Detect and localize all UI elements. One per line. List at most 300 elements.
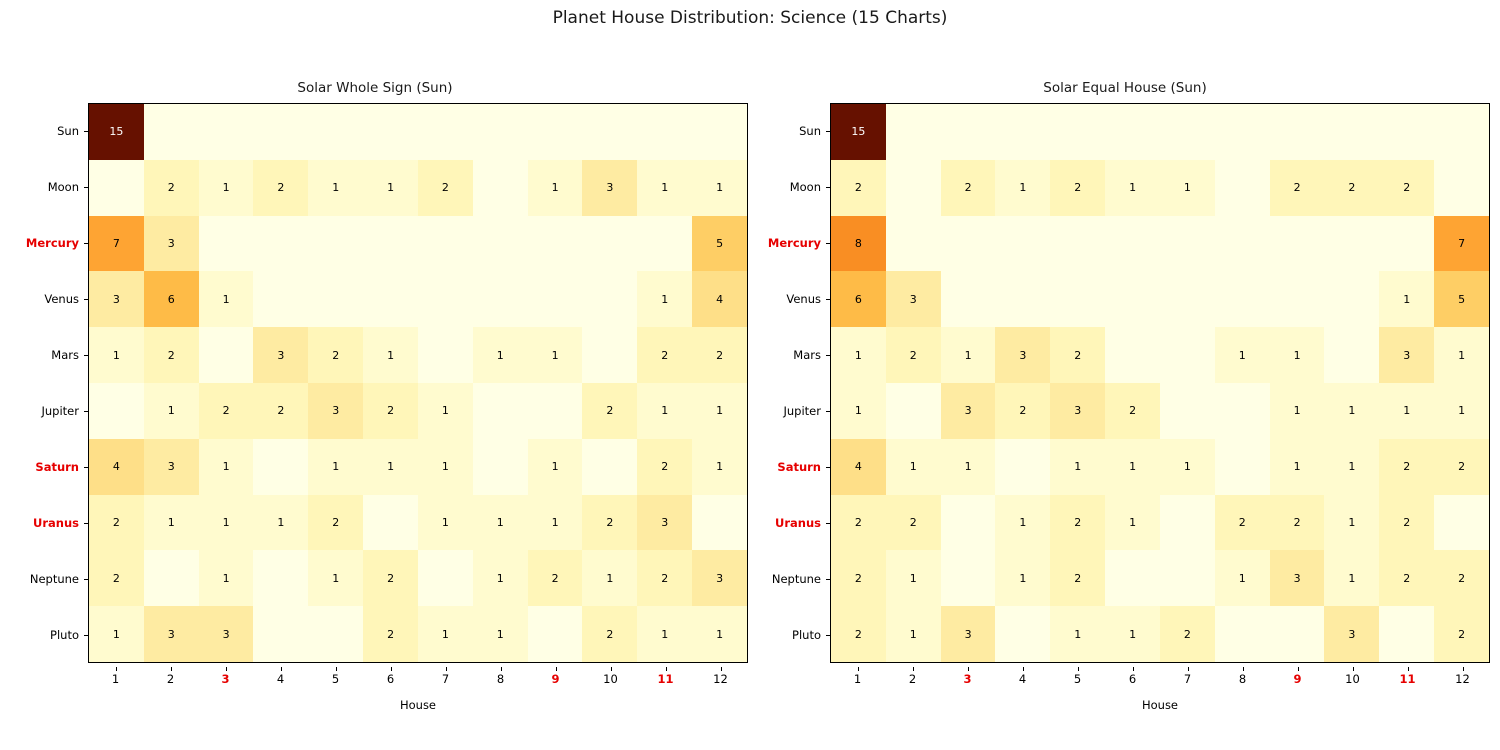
heatmap-cell xyxy=(582,104,637,160)
heatmap-cell-value: 2 xyxy=(909,348,917,362)
y-axis-label: Mercury xyxy=(750,215,830,271)
heatmap-cell-value: 2 xyxy=(1458,460,1466,474)
x-axis-label: 10 xyxy=(583,672,638,686)
heatmap-cell-value: 1 xyxy=(909,627,917,641)
heatmap-cell-value: 2 xyxy=(1403,571,1411,585)
x-axis-tick xyxy=(1133,667,1134,671)
heatmap-cell xyxy=(199,550,254,606)
heatmap-cell xyxy=(1270,271,1325,327)
heatmap-cell xyxy=(363,104,418,160)
heatmap-cell-value: 3 xyxy=(332,404,340,418)
heatmap-cell xyxy=(637,495,692,551)
heatmap-cell-value: 1 xyxy=(909,571,917,585)
heatmap-cell xyxy=(1434,216,1489,272)
heatmap-cell xyxy=(1215,160,1270,216)
heatmap-cell-value: 3 xyxy=(1019,348,1027,362)
heatmap-cell xyxy=(144,606,199,662)
heatmap-cell xyxy=(1215,383,1270,439)
heatmap-cell-value: 1 xyxy=(1293,460,1301,474)
heatmap-cell-value: 1 xyxy=(551,181,559,195)
heatmap-cell xyxy=(1160,216,1215,272)
heatmap-cell-value: 1 xyxy=(1348,404,1356,418)
heatmap-cell xyxy=(89,383,144,439)
heatmap-cell xyxy=(1050,550,1105,606)
x-axis-labels xyxy=(830,672,1490,686)
x-axis-label: 8 xyxy=(1215,672,1270,686)
heatmap-grid xyxy=(89,104,747,662)
heatmap-cell xyxy=(1105,160,1160,216)
y-axis-labels xyxy=(750,103,830,663)
heatmap-cell-value: 1 xyxy=(441,404,449,418)
heatmap-cell xyxy=(253,327,308,383)
heatmap-cell-value: 3 xyxy=(1348,627,1356,641)
heatmap-cell xyxy=(941,327,996,383)
heatmap-cell-value: 2 xyxy=(1183,627,1191,641)
heatmap-cell xyxy=(582,495,637,551)
y-axis-labels xyxy=(0,103,88,663)
x-axis-label: 6 xyxy=(1105,672,1160,686)
heatmap-cell-value: 1 xyxy=(1019,181,1027,195)
heatmap-cell xyxy=(995,439,1050,495)
heatmap-cell-value: 1 xyxy=(1348,515,1356,529)
heatmap-cell xyxy=(831,495,886,551)
heatmap-cell xyxy=(831,383,886,439)
x-axis-tick xyxy=(116,667,117,671)
heatmap-cell xyxy=(528,327,583,383)
heatmap-cell xyxy=(1324,495,1379,551)
heatmap-cell xyxy=(1379,160,1434,216)
y-axis-label: Jupiter xyxy=(0,383,88,439)
heatmap-cell xyxy=(418,271,473,327)
heatmap-cell xyxy=(1160,160,1215,216)
heatmap-cell-value: 1 xyxy=(661,292,669,306)
heatmap-cell xyxy=(831,160,886,216)
heatmap-cell xyxy=(199,439,254,495)
heatmap-cell xyxy=(1324,606,1379,662)
heatmap-cell xyxy=(1270,160,1325,216)
heatmap-cell xyxy=(637,327,692,383)
heatmap-cell-value: 6 xyxy=(854,292,862,306)
heatmap-cell xyxy=(473,495,528,551)
heatmap-cell-value: 2 xyxy=(332,348,340,362)
heatmap-cell xyxy=(1160,104,1215,160)
heatmap-cell-value: 2 xyxy=(854,515,862,529)
heatmap-cell-value: 1 xyxy=(854,348,862,362)
x-axis-label: 3 xyxy=(940,672,995,686)
heatmap-cell xyxy=(1379,606,1434,662)
heatmap-cell xyxy=(1215,327,1270,383)
heatmap-cell-value: 1 xyxy=(222,292,230,306)
heatmap-cell xyxy=(253,606,308,662)
heatmap-cell xyxy=(831,606,886,662)
heatmap-cell xyxy=(89,439,144,495)
heatmap-cell xyxy=(1324,439,1379,495)
heatmap-cell-value: 2 xyxy=(854,571,862,585)
heatmap-cell-value: 5 xyxy=(716,236,724,250)
heatmap-cell-value: 1 xyxy=(441,515,449,529)
x-axis-label: 1 xyxy=(830,672,885,686)
heatmap-cell-value: 2 xyxy=(1293,515,1301,529)
heatmap-cell xyxy=(418,160,473,216)
heatmap-cell xyxy=(473,383,528,439)
heatmap-cell xyxy=(418,216,473,272)
heatmap-grid xyxy=(831,104,1489,662)
heatmap-cell-value: 1 xyxy=(387,348,395,362)
heatmap-cell-value: 2 xyxy=(1403,460,1411,474)
heatmap-cell xyxy=(1160,439,1215,495)
heatmap-cell xyxy=(1434,550,1489,606)
heatmap-cell-value: 7 xyxy=(1458,236,1466,250)
heatmap-cell xyxy=(253,216,308,272)
heatmap-cell-value: 1 xyxy=(1238,571,1246,585)
heatmap-cell xyxy=(995,550,1050,606)
x-axis-tick xyxy=(446,667,447,671)
heatmap-cell xyxy=(89,550,144,606)
heatmap-cell xyxy=(886,439,941,495)
heatmap-cell xyxy=(1324,271,1379,327)
heatmap-cell xyxy=(308,439,363,495)
heatmap-cell xyxy=(831,271,886,327)
x-axis-label: 4 xyxy=(253,672,308,686)
heatmap-cell xyxy=(995,104,1050,160)
heatmap-cell xyxy=(886,606,941,662)
heatmap-cell-value: 1 xyxy=(964,348,972,362)
heatmap-cell-value: 1 xyxy=(716,181,724,195)
heatmap-cell xyxy=(473,104,528,160)
heatmap-cell-value: 3 xyxy=(167,627,175,641)
x-axis-label: 9 xyxy=(1270,672,1325,686)
heatmap-cell-value: 1 xyxy=(496,348,504,362)
heatmap-cell xyxy=(1270,104,1325,160)
heatmap-cell xyxy=(886,104,941,160)
heatmap-cell xyxy=(1379,104,1434,160)
x-axis-label: 4 xyxy=(995,672,1050,686)
heatmap-cell-value: 1 xyxy=(716,627,724,641)
heatmap-cell-value: 6 xyxy=(167,292,175,306)
heatmap-cell xyxy=(1160,495,1215,551)
heatmap-cell xyxy=(831,439,886,495)
heatmap-cell xyxy=(308,606,363,662)
heatmap-cell xyxy=(89,104,144,160)
heatmap-cell-value: 1 xyxy=(222,515,230,529)
heatmap-cell-value: 1 xyxy=(1458,348,1466,362)
heatmap-cell xyxy=(637,550,692,606)
heatmap-cell-value: 1 xyxy=(1293,404,1301,418)
heatmap-cell-value: 1 xyxy=(1129,181,1137,195)
heatmap-cell xyxy=(528,383,583,439)
heatmap-cell xyxy=(637,383,692,439)
heatmap-cell xyxy=(528,495,583,551)
heatmap-cell-value: 2 xyxy=(167,181,175,195)
heatmap-cell xyxy=(1105,550,1160,606)
heatmap-cell xyxy=(144,104,199,160)
heatmap-cell xyxy=(582,439,637,495)
x-axis-tick xyxy=(858,667,859,671)
heatmap-cell xyxy=(886,216,941,272)
heatmap-cell xyxy=(1270,550,1325,606)
heatmap-cell-value: 1 xyxy=(1074,627,1082,641)
heatmap-cell-value: 2 xyxy=(1238,515,1246,529)
heatmap-cell-value: 2 xyxy=(1074,571,1082,585)
heatmap-cell xyxy=(144,327,199,383)
y-axis-label: Neptune xyxy=(0,551,88,607)
heatmap-cell xyxy=(363,439,418,495)
heatmap-cell xyxy=(418,439,473,495)
heatmap-cell-value: 2 xyxy=(441,181,449,195)
heatmap-cell-value: 2 xyxy=(716,348,724,362)
heatmap-cell-value: 2 xyxy=(1458,571,1466,585)
heatmap-cell-value: 3 xyxy=(606,181,614,195)
x-axis-label: 6 xyxy=(363,672,418,686)
heatmap-cell xyxy=(692,327,747,383)
heatmap-cell xyxy=(1434,104,1489,160)
heatmap-cell xyxy=(253,104,308,160)
heatmap-cell-value: 1 xyxy=(332,181,340,195)
heatmap-cell xyxy=(144,216,199,272)
y-axis-label: Moon xyxy=(0,159,88,215)
heatmap-cell xyxy=(199,495,254,551)
heatmap-cell-value: 2 xyxy=(661,460,669,474)
heatmap-cell xyxy=(1434,383,1489,439)
heatmap-cell xyxy=(144,271,199,327)
heatmap-cell xyxy=(1160,271,1215,327)
heatmap-cell-value: 3 xyxy=(277,348,285,362)
heatmap-cell-value: 4 xyxy=(854,460,862,474)
heatmap-cell xyxy=(582,550,637,606)
heatmap-cell-value: 1 xyxy=(854,404,862,418)
heatmap-cell-value: 2 xyxy=(167,348,175,362)
heatmap-cell xyxy=(308,383,363,439)
heatmap-cell xyxy=(692,606,747,662)
heatmap-cell xyxy=(941,550,996,606)
x-axis-label: 10 xyxy=(1325,672,1380,686)
heatmap-cell xyxy=(199,606,254,662)
heatmap-cell xyxy=(1105,606,1160,662)
heatmap-cell xyxy=(1434,495,1489,551)
y-axis-label: Venus xyxy=(750,271,830,327)
heatmap-cell-value: 2 xyxy=(551,571,559,585)
heatmap-cell xyxy=(363,327,418,383)
heatmap-cell-value: 4 xyxy=(112,460,120,474)
heatmap-cell-value: 2 xyxy=(606,404,614,418)
heatmap-cell xyxy=(886,495,941,551)
heatmap-cell-value: 1 xyxy=(1458,404,1466,418)
heatmap-cell-value: 2 xyxy=(387,627,395,641)
heatmap-cell xyxy=(1215,216,1270,272)
heatmap-cell xyxy=(1105,104,1160,160)
heatmap-cell xyxy=(89,216,144,272)
heatmap-cell xyxy=(995,606,1050,662)
y-axis-label: Mars xyxy=(0,327,88,383)
heatmap-cell-value: 2 xyxy=(1129,404,1137,418)
heatmap-cell xyxy=(1215,550,1270,606)
heatmap-cell xyxy=(363,271,418,327)
heatmap-cell-value: 2 xyxy=(909,515,917,529)
heatmap-panel-solar-equal-house xyxy=(750,0,1500,750)
x-axis-tick xyxy=(913,667,914,671)
heatmap-cell-value: 1 xyxy=(606,571,614,585)
x-axis-label: 7 xyxy=(1160,672,1215,686)
heatmap-cell-value: 5 xyxy=(1458,292,1466,306)
heatmap-cell xyxy=(473,160,528,216)
x-axis-tick xyxy=(1353,667,1354,671)
heatmap-plot xyxy=(88,103,748,663)
heatmap-cell-value: 1 xyxy=(1129,515,1137,529)
heatmap-cell xyxy=(418,104,473,160)
heatmap-cell-value: 3 xyxy=(1403,348,1411,362)
heatmap-cell-value: 1 xyxy=(222,181,230,195)
heatmap-cell xyxy=(1379,383,1434,439)
heatmap-cell xyxy=(941,104,996,160)
heatmap-cell-value: 1 xyxy=(661,404,669,418)
y-axis-label: Sun xyxy=(750,103,830,159)
heatmap-cell xyxy=(308,550,363,606)
x-axis-tick xyxy=(281,667,282,671)
heatmap-cell xyxy=(637,271,692,327)
heatmap-cell xyxy=(1270,495,1325,551)
heatmap-cell xyxy=(418,327,473,383)
x-axis-tick xyxy=(1408,667,1409,671)
x-axis-label: 7 xyxy=(418,672,473,686)
heatmap-cell xyxy=(582,606,637,662)
y-axis-label: Mars xyxy=(750,327,830,383)
heatmap-cell xyxy=(637,104,692,160)
heatmap-cell xyxy=(1379,216,1434,272)
heatmap-cell-value: 2 xyxy=(387,404,395,418)
heatmap-cell xyxy=(831,216,886,272)
heatmap-cell-value: 1 xyxy=(1348,571,1356,585)
y-axis-label: Neptune xyxy=(750,551,830,607)
heatmap-cell xyxy=(637,439,692,495)
heatmap-cell-value: 8 xyxy=(854,236,862,250)
heatmap-cell-value: 2 xyxy=(277,404,285,418)
x-axis-tick xyxy=(1023,667,1024,671)
heatmap-cell xyxy=(692,160,747,216)
heatmap-cell xyxy=(1270,439,1325,495)
heatmap-cell-value: 1 xyxy=(661,627,669,641)
heatmap-cell-value: 3 xyxy=(661,515,669,529)
heatmap-cell xyxy=(363,550,418,606)
heatmap-cell xyxy=(1105,216,1160,272)
heatmap-cell-value: 2 xyxy=(1458,627,1466,641)
x-axis-tick xyxy=(611,667,612,671)
x-axis-title: House xyxy=(1141,698,1179,712)
y-axis-label: Mercury xyxy=(0,215,88,271)
y-axis-label: Pluto xyxy=(750,607,830,663)
heatmap-cell-value: 15 xyxy=(851,125,866,139)
heatmap-cell-value: 1 xyxy=(1019,515,1027,529)
heatmap-cell xyxy=(582,160,637,216)
heatmap-cell xyxy=(692,495,747,551)
heatmap-cell-value: 1 xyxy=(441,627,449,641)
heatmap-cell xyxy=(941,439,996,495)
heatmap-cell xyxy=(199,271,254,327)
heatmap-cell-value: 1 xyxy=(167,404,175,418)
heatmap-cell xyxy=(692,216,747,272)
heatmap-cell-value: 1 xyxy=(909,460,917,474)
heatmap-cell-value: 1 xyxy=(1183,181,1191,195)
heatmap-cell xyxy=(418,550,473,606)
heatmap-cell xyxy=(1434,327,1489,383)
x-axis-tick xyxy=(721,667,722,671)
heatmap-cell xyxy=(1215,271,1270,327)
heatmap-cell xyxy=(1379,439,1434,495)
heatmap-cell xyxy=(692,104,747,160)
heatmap-cell-value: 1 xyxy=(1129,627,1137,641)
y-axis-label: Venus xyxy=(0,271,88,327)
heatmap-cell xyxy=(308,104,363,160)
heatmap-cell-value: 1 xyxy=(332,460,340,474)
heatmap-cell xyxy=(1324,216,1379,272)
heatmap-cell xyxy=(941,383,996,439)
heatmap-cell xyxy=(418,606,473,662)
heatmap-cell-value: 2 xyxy=(606,627,614,641)
heatmap-cell xyxy=(1379,495,1434,551)
heatmap-cell xyxy=(637,606,692,662)
heatmap-cell-value: 3 xyxy=(964,404,972,418)
heatmap-cell-value: 2 xyxy=(661,571,669,585)
heatmap-cell xyxy=(1160,327,1215,383)
x-axis-label: 9 xyxy=(528,672,583,686)
x-axis-title: House xyxy=(399,698,437,712)
heatmap-cell xyxy=(582,216,637,272)
heatmap-cell xyxy=(1324,327,1379,383)
heatmap-cell xyxy=(308,160,363,216)
x-axis-label: 1 xyxy=(88,672,143,686)
heatmap-cell xyxy=(363,383,418,439)
x-axis-tick xyxy=(1298,667,1299,671)
heatmap-cell-value: 2 xyxy=(1348,181,1356,195)
heatmap-cell xyxy=(473,216,528,272)
heatmap-cell-value: 2 xyxy=(964,181,972,195)
heatmap-cell xyxy=(831,550,886,606)
x-axis-tick xyxy=(556,667,557,671)
heatmap-cell xyxy=(253,495,308,551)
heatmap-cell-value: 1 xyxy=(1129,460,1137,474)
heatmap-cell-value: 1 xyxy=(277,515,285,529)
heatmap-cell xyxy=(995,271,1050,327)
heatmap-cell xyxy=(473,439,528,495)
heatmap-cell-value: 1 xyxy=(222,571,230,585)
heatmap-cell xyxy=(1434,271,1489,327)
heatmap-cell xyxy=(1379,271,1434,327)
heatmap-cell xyxy=(199,383,254,439)
heatmap-cell xyxy=(886,327,941,383)
heatmap-cell xyxy=(253,160,308,216)
heatmap-cell xyxy=(1215,439,1270,495)
heatmap-cell xyxy=(941,216,996,272)
heatmap-cell xyxy=(941,160,996,216)
heatmap-cell xyxy=(1160,606,1215,662)
heatmap-cell xyxy=(886,383,941,439)
y-axis-label: Sun xyxy=(0,103,88,159)
heatmap-cell xyxy=(1050,104,1105,160)
x-axis-label: 12 xyxy=(1435,672,1490,686)
heatmap-cell xyxy=(1324,550,1379,606)
x-axis-tick xyxy=(1463,667,1464,671)
heatmap-cell xyxy=(692,439,747,495)
heatmap-cell xyxy=(528,216,583,272)
y-axis-label: Uranus xyxy=(0,495,88,551)
heatmap-cell xyxy=(144,383,199,439)
heatmap-cell xyxy=(1215,104,1270,160)
heatmap-cell xyxy=(941,606,996,662)
heatmap-cell-value: 1 xyxy=(1019,571,1027,585)
heatmap-cell-value: 1 xyxy=(716,460,724,474)
heatmap-cell xyxy=(1105,495,1160,551)
heatmap-cell-value: 2 xyxy=(606,515,614,529)
heatmap-cell xyxy=(253,439,308,495)
